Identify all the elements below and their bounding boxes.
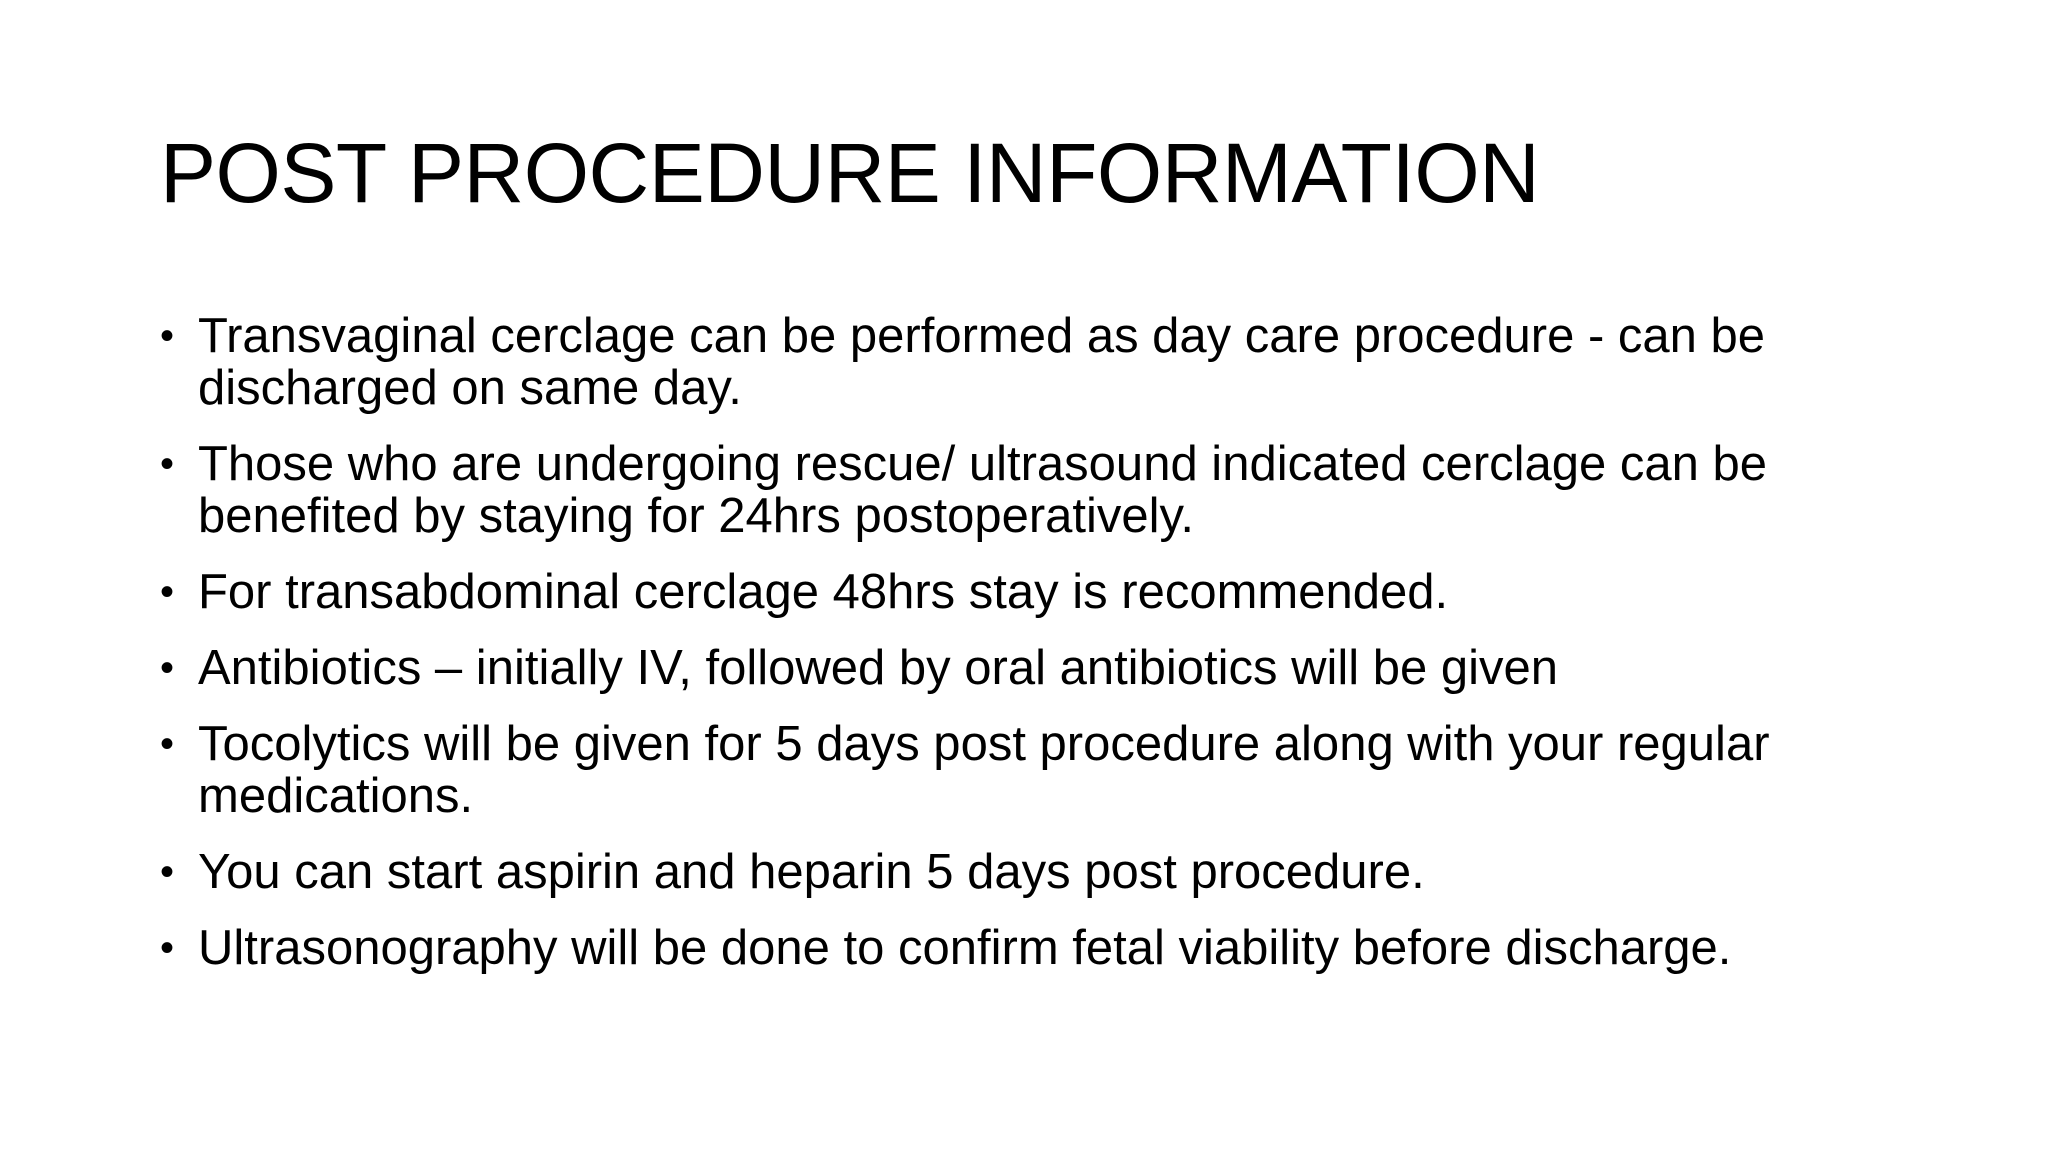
bullet-text: Tocolytics will be given for 5 days post procedure along with your regular medications. <box>198 717 1770 823</box>
bullet-text: Transvaginal cerclage can be performed as day care procedure - can be discharged on same day. <box>198 309 1766 415</box>
bullet-text: Antibiotics – initially IV, followed by oral antibiotics will be given <box>198 641 1558 695</box>
bullet-dot-icon: • <box>160 926 175 970</box>
bullet-item-rescue-cerclage <box>160 438 1900 542</box>
bullet-dot-icon: • <box>160 314 175 358</box>
bullet-item-antibiotics <box>160 642 1900 694</box>
bullet-list <box>160 310 1900 998</box>
bullet-dot-icon: • <box>160 442 175 486</box>
bullet-item-tocolytics <box>160 718 1900 822</box>
bullet-text: For transabdominal cerclage 48hrs stay is recommended. <box>198 565 1449 619</box>
bullet-dot-icon: • <box>160 646 175 690</box>
bullet-dot-icon: • <box>160 570 175 614</box>
bullet-item-aspirin-heparin <box>160 846 1900 898</box>
bullet-text: Ultrasonography will be done to confirm fetal viability before discharge. <box>198 921 1732 975</box>
bullet-text: You can start aspirin and heparin 5 days post procedure. <box>198 845 1425 899</box>
bullet-item-transabdominal <box>160 566 1900 618</box>
bullet-dot-icon: • <box>160 850 175 894</box>
bullet-item-ultrasonography <box>160 922 1900 974</box>
bullet-dot-icon: • <box>160 722 175 766</box>
slide-title: POST PROCEDURE INFORMATION <box>160 126 1540 220</box>
bullet-item-day-care <box>160 310 1900 414</box>
bullet-text: Those who are undergoing rescue/ ultrasound indicated cerclage can be benefited by staying for 24hrs postoperatively. <box>198 437 1768 543</box>
